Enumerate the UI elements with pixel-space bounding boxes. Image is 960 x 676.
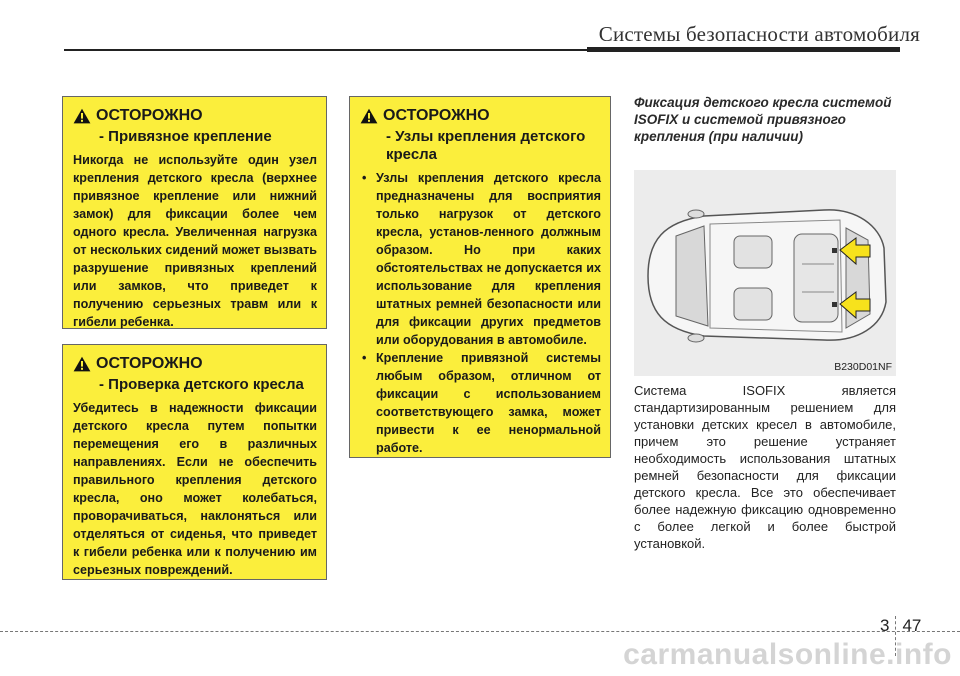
warning-heading-text: ОСТОРОЖНО xyxy=(383,107,490,124)
warning-bullet: • Узлы крепления детского кресла предназначены для восприятия только нагрузок от детского кресла, установ-ленного должным образом. Но при каких обстоятельствах не допускается их использование для крепления штатных ремней безопасности или для фиксации других предметов или оборудования в автомобиле. xyxy=(360,169,601,349)
warning-heading-text: ОСТОРОЖНО xyxy=(96,107,203,124)
page-header-title: Системы безопасности автомобиля xyxy=(598,22,920,46)
section-title: Фиксация детского кресла системой ISOFIX и системой привязного крепления (при наличии) xyxy=(634,95,892,144)
section-body-text: Система ISOFIX является стандартизированным решением для установки детских кресел в автомобиле, причем это решение устраняет необходимость использования штатных ремней безопасности для фиксации детского кресла. Все это обеспечивает более надежную фиксацию одновременно с более легкой и более быстрой установкой. xyxy=(634,383,896,551)
warning-body: Никогда не используйте один узел крепления детского кресла (верхнее привязное крепление или нижний замок) для фиксации более чем одного кресла. Увеличенная нагрузка от нескольких сидений может вызвать разрушение привязных креплений или замков, что приведет к получению серьезных травм или к гибели ребенка. xyxy=(73,153,317,329)
warning-subheading: - Проверка детского кресла xyxy=(99,376,304,393)
footer-rule xyxy=(0,631,960,632)
warning-subheading: - Узлы крепления детского кресла xyxy=(386,128,586,163)
warning-triangle-icon xyxy=(73,108,91,124)
watermark: carmanualsonline.info xyxy=(623,638,952,671)
warning-bullet-list xyxy=(360,169,601,457)
warning-heading xyxy=(360,107,601,125)
isofix-car-illustration xyxy=(634,170,896,376)
warning-subheading: - Привязное крепление xyxy=(99,128,272,145)
header-rule-accent xyxy=(587,47,900,52)
page-number-value: 47 xyxy=(902,616,922,635)
warning-triangle-icon xyxy=(73,356,91,372)
figure-code: B230D01NF xyxy=(834,361,892,373)
car-top-view-drawing xyxy=(634,170,896,376)
warning-bullet: • Крепление привязной системы любым образом, отличном от фиксации с использованием соответствующего замка, может привести к ее ненормальной работе. xyxy=(360,349,601,457)
warning-heading xyxy=(73,355,317,373)
warning-heading-text: ОСТОРОЖНО xyxy=(96,355,203,372)
warning-box-seat-check xyxy=(62,344,327,580)
warning-box-tether xyxy=(62,96,327,329)
warning-box-anchorages xyxy=(349,96,611,458)
warning-heading xyxy=(73,107,317,125)
warning-body: Убедитесь в надежности фиксации детского кресла путем попытки перемещения его в различных направлениях. Если не обеспечить правильного крепления детского кресла, оно может колебаться, проворачиваться, наклоняться или отделяться от сиденья, что приведет к гибели ребенка или к получению им серьезных повреждений. xyxy=(73,401,317,577)
chapter-number: 3 xyxy=(880,616,890,635)
warning-triangle-icon xyxy=(360,108,378,124)
